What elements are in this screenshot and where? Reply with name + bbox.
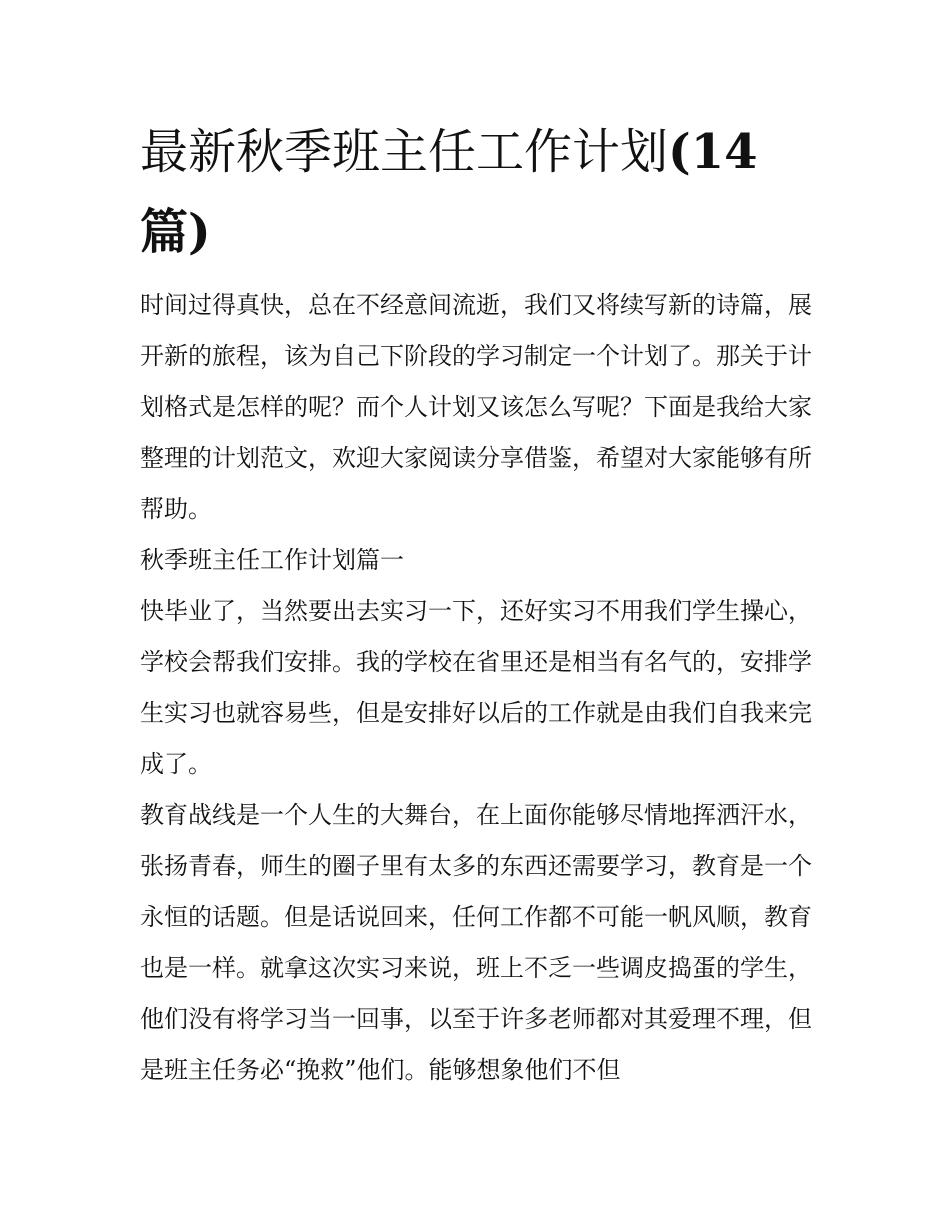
body-paragraph: 快毕业了，当然要出去实习一下，还好实习不用我们学生操心，学校会帮我们安排。我的学校在省里还是相当有名气的，安排学生实习也就容易些，但是安排好以后的工作就是由我们自我来完成了。 [140,597,812,778]
body-paragraph: 教育战线是一个人生的大舞台，在上面你能够尽情地挥洒汗水，张扬青春，师生的圈子里有太多的东西还需要学习，教育是一个永恒的话题。但是话说回来，任何工作都不可能一帆风顺，教育也是一样。就拿这次实习来说，班上不乏一些调皮捣蛋的学生，他们没有将学习当一回事，以至于许多老师都对其爱理不理，但是班主任务必“挽救”他们。能够想象他们不但 [140,801,812,1084]
section-heading: 秋季班主任工作计划篇一 [140,546,404,574]
title-count-close: 篇) [140,204,211,260]
document-body [140,280,812,1096]
intro-paragraph: 时间过得真快，总在不经意间流逝，我们又将续写新的诗篇，展开新的旅程，该为自己下阶段的学习制定一个计划了。那关于计划格式是怎样的呢？而个人计划又该怎么写呢？下面是我给大家整理的计划范文，欢迎大家阅读分享借鉴，希望对大家能够有所帮助。 [140,291,812,523]
title-count-open: (14 [668,124,758,180]
title-main: 最新秋季班主任工作计划 [140,124,669,180]
document-title [140,112,820,272]
